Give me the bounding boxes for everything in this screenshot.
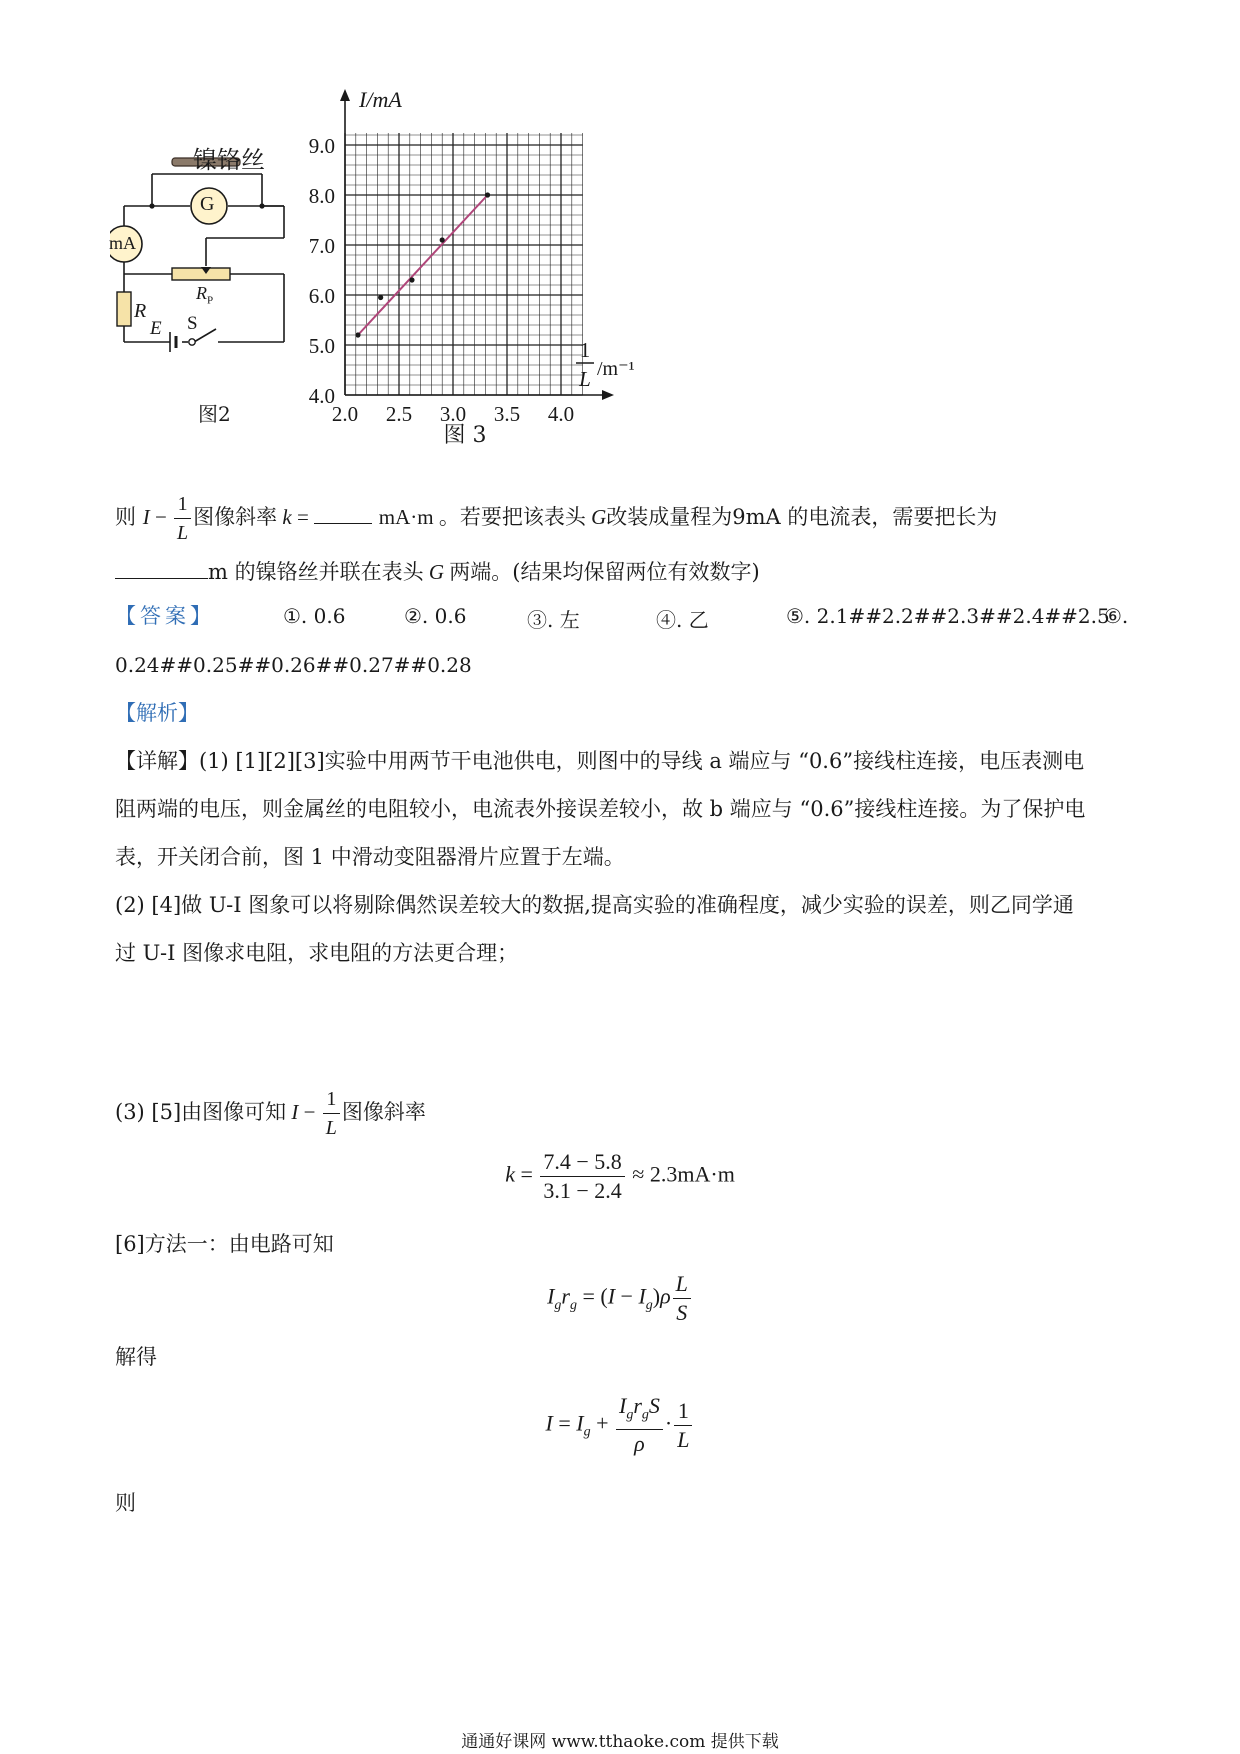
y-tick-label: 5.0	[308, 334, 335, 358]
rheostat-body	[172, 268, 230, 280]
answer-item-5: ⑤. 2.1##2.2##2.3##2.4##2.5	[786, 604, 1110, 628]
solved-equation: $I = I_g$ + $\frac{I_gr_gS}{\rho}$ · $\frac{1}{L}$	[0, 1392, 1240, 1458]
y-tick-label: 7.0	[308, 234, 335, 258]
circuit-equation: $I_gr_g = (I - I_g)\rho$ $\frac{L}{S}$	[0, 1270, 1240, 1327]
answer-label: 【答案】	[115, 604, 215, 628]
x-tick-label: 2.0	[331, 402, 359, 426]
resistor-body	[117, 292, 131, 326]
x-axis-label-num: 1	[579, 338, 591, 362]
x-axis-label-unit: /m⁻¹	[597, 358, 635, 380]
switch-contact	[189, 339, 195, 345]
analysis-p2-line1: (2) [4]做 U-I 图象可以将剔除偶然误差较大的数据,提高实验的准确程度，减少实验的误差，则乙同学通	[115, 893, 1074, 917]
figure-2-caption: 图2	[198, 402, 231, 426]
answer-item-1: ①. 0.6	[283, 604, 346, 628]
then-label: 则	[115, 1491, 136, 1515]
figure-3-chart	[300, 85, 650, 445]
answer-item-6: ⑥.	[1104, 604, 1129, 628]
answer-blank-slope[interactable]	[314, 501, 372, 524]
data-point	[355, 332, 360, 337]
y-axis-label: I/mA	[359, 87, 402, 112]
answer-item-2: ②. 0.6	[404, 604, 467, 628]
analysis-p3: (3) [5]由图像可知 I − $\frac{1}{L}$ 图像斜率	[115, 1085, 426, 1142]
y-tick-label: 9.0	[308, 134, 335, 158]
answer-item-3: ③. 左	[527, 608, 580, 632]
x-tick-label: 2.5	[385, 402, 413, 426]
x-tick-label: 4.0	[547, 402, 575, 426]
data-point	[485, 192, 490, 197]
footer-watermark: 通通好课网 www.tthaoke.com 提供下载	[461, 1732, 779, 1752]
solve-label: 解得	[115, 1345, 157, 1369]
x-tick-label: 3.5	[493, 402, 521, 426]
x-tick-label: 3.0	[439, 402, 467, 426]
resistor-label: R	[134, 300, 147, 322]
x-axis-arrow	[602, 390, 614, 400]
y-tick-label: 6.0	[308, 284, 335, 308]
switch-label: S	[187, 313, 198, 334]
rheostat-label: $R_P$	[196, 283, 214, 307]
milliammeter-label: mA	[109, 233, 136, 253]
analysis-p1-line2: 阻两端的电压，则金属丝的电阻较小，电流表外接误差较小，故 b 端应与 “0.6”接线柱连接。为了保护电	[115, 797, 1086, 821]
nichrome-label: 镍铬丝	[193, 146, 265, 174]
y-axis-arrow	[340, 89, 350, 101]
data-point	[409, 277, 414, 282]
analysis-p1-line1: 【详解】(1) [1][2][3]实验中用两节干电池供电，则图中的导线 a 端应与 “0.6”接线柱连接，电压表测电	[115, 749, 1085, 773]
slope-equation: k = $\frac{7.4 - 5.8}{3.1 - 2.4}$ ≈ 2.3mA·m	[505, 1149, 735, 1203]
question-line-2: m 的镍铬丝并联在表头 G 两端。(结果均保留两位有效数字)	[115, 556, 760, 587]
analysis-p2-line2: 过 U-I 图像求电阻，求电阻的方法更合理；	[115, 941, 519, 965]
question-line-1: 则 I − $\frac{1}{L}$ 图像斜率 k = mA·m 。若要把该表头 G改装成量程为9mA 的电流表，需要把长为	[115, 490, 997, 547]
y-tick-label: 4.0	[308, 384, 335, 408]
answer-blank-length[interactable]	[115, 556, 208, 579]
answer-item-4: ④. 乙	[656, 608, 709, 632]
data-point	[378, 295, 383, 300]
galvanometer-label: G	[200, 193, 215, 215]
x-axis-label-den: L	[579, 367, 591, 391]
data-point	[440, 237, 445, 242]
answer-item-6-continued: 0.24##0.25##0.26##0.27##0.28	[115, 653, 472, 677]
method-one-line: [6]方法一：由电路可知	[115, 1232, 334, 1256]
y-tick-label: 8.0	[308, 184, 335, 208]
analysis-label: 【解析】	[115, 701, 199, 725]
battery-label: E	[150, 318, 162, 339]
figure-3-caption: 图 3	[443, 423, 487, 445]
analysis-p1-line3: 表，开关闭合前，图 1 中滑动变阻器滑片应置于左端。	[115, 845, 625, 869]
